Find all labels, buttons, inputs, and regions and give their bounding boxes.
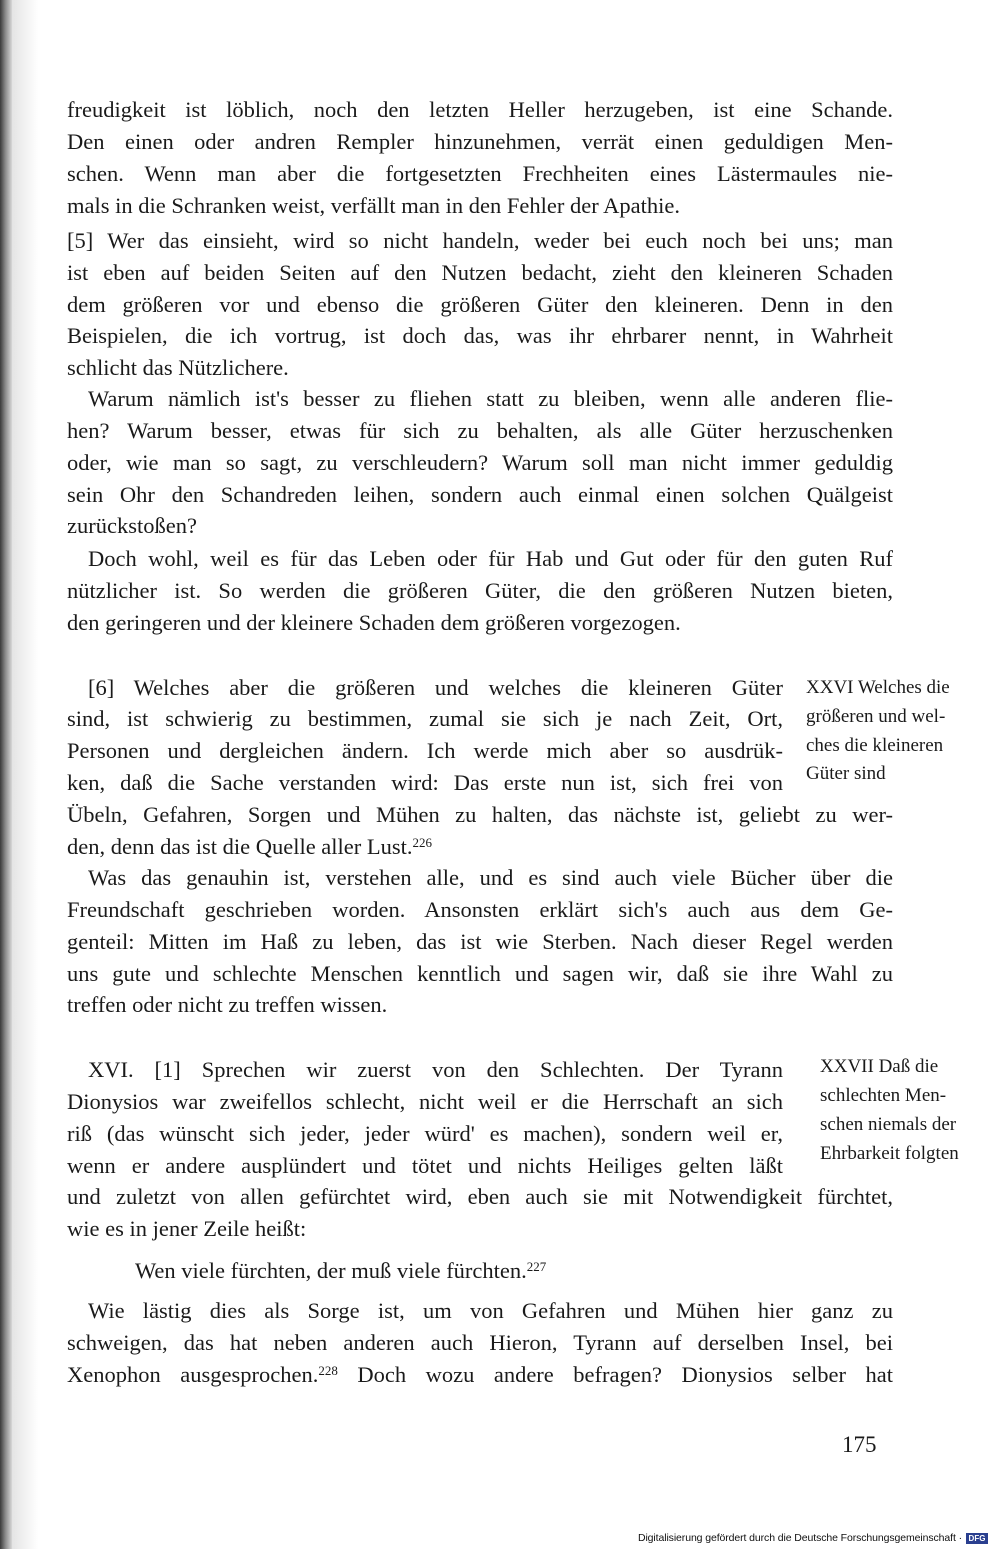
book-spine-shadow bbox=[0, 0, 12, 1549]
text-line: uns gute und schlechte Menschen kenntlich und sagen wir, daß sie ihre Wahl zu bbox=[67, 961, 893, 986]
text-line: XVI. [1] Sprechen wir zuerst von den Schlechten. Der Tyrann bbox=[88, 1057, 783, 1082]
text-line: Beispielen, die ich vortrug, ist doch das, was ihr ehrbarer nennt, in Wahrheit bbox=[67, 323, 893, 348]
margin-note-line: schlechten Men- bbox=[820, 1085, 947, 1106]
footnote-ref: 228 bbox=[318, 1363, 338, 1378]
margin-note-line: XXVII Daß die bbox=[820, 1056, 939, 1077]
dfg-logo: DFG bbox=[966, 1533, 988, 1544]
margin-note-line: Ehrbarkeit folgten bbox=[820, 1143, 959, 1164]
text-line: [6] Welches aber die größeren und welches die kleineren Güter bbox=[88, 675, 783, 700]
text-line: oder, wie man so sagt, zu verschleudern? Warum soll man nicht immer geduldig bbox=[67, 450, 893, 475]
text-line: riß (das wünscht sich jeder, jeder würd' es machen), sondern weil er, bbox=[67, 1121, 783, 1146]
text-line: wie es in jener Zeile heißt: bbox=[67, 1216, 307, 1241]
text-line: Übeln, Gefahren, Sorgen und Mühen zu halten, das nächste ist, geliebt zu wer- bbox=[67, 802, 893, 827]
text-line: ist eben auf beiden Seiten auf den Nutzen bedacht, zieht den kleineren Schaden bbox=[67, 260, 893, 285]
text-line: sein Ohr den Schandreden leihen, sondern auch einmal einen solchen Quälgeist bbox=[67, 482, 893, 507]
margin-note-line: Güter sind bbox=[806, 763, 886, 784]
margin-note-line: größeren und wel- bbox=[806, 706, 946, 727]
text-line-body: den, denn das ist die Quelle aller Lust. bbox=[67, 834, 413, 859]
text-line: treffen oder nicht zu treffen wissen. bbox=[67, 992, 388, 1017]
text-line: Warum nämlich ist's besser zu fliehen statt zu bleiben, wenn alle anderen flie- bbox=[88, 386, 893, 411]
text-line: schweigen, das hat neben anderen auch Hieron, Tyrann auf derselben Insel, bei bbox=[67, 1330, 893, 1355]
text-line bbox=[67, 831, 893, 862]
text-line: mals in die Schranken weist, verfällt man in den Fehler der Apathie. bbox=[67, 193, 680, 218]
text-line: wenn er andere ausplündert und tötet und nichts Heiliges gelten läßt bbox=[67, 1153, 783, 1178]
text-line: Was das genauhin ist, verstehen alle, und es sind auch viele Bücher über die bbox=[88, 865, 893, 890]
text-line: sind, ist schwierig zu bestimmen, zumal sie sich je nach Zeit, Ort, bbox=[67, 706, 783, 731]
text-line: Wie lästig dies als Sorge ist, um von Gefahren und Mühen hier ganz zu bbox=[88, 1298, 893, 1323]
text-line: schlicht das Nützlichere. bbox=[67, 355, 289, 380]
text-line: genteil: Mitten im Haß zu leben, das ist wie Sterben. Nach dieser Regel werden bbox=[67, 929, 893, 954]
margin-note-line: ches die kleineren bbox=[806, 735, 944, 756]
text-line: den geringeren und der kleinere Schaden dem größeren vorgezogen. bbox=[67, 610, 681, 635]
text-line: dem größeren vor und ebenso die größeren Güter den kleineren. Denn in den bbox=[67, 292, 893, 317]
page-number: 175 bbox=[842, 1432, 877, 1457]
digitization-footer: Digitalisierung gefördert durch die Deutsche Forschungsgemeinschaft · bbox=[637, 1532, 962, 1544]
margin-note-line: XXVI Welches die bbox=[806, 677, 950, 698]
text-line: freudigkeit ist löblich, noch den letzten Heller herzugeben, ist eine Schande. bbox=[67, 97, 893, 122]
text-line: schen. Wenn man aber die fortgesetzten Frechheiten eines Lästermaules nie- bbox=[67, 161, 893, 186]
text-line: Den einen oder andren Rempler hinzunehmen, verrät einen geduldigen Men- bbox=[67, 129, 893, 154]
text-line: Freundschaft geschrieben worden. Ansonsten erklärt sich's auch aus dem Ge- bbox=[67, 897, 893, 922]
text-line: zurückstoßen? bbox=[67, 513, 197, 538]
verse-quote bbox=[135, 1255, 546, 1286]
text-line-body: Doch wozu andere befragen? Dionysios selber hat bbox=[337, 1362, 893, 1387]
footnote-ref: 226 bbox=[412, 835, 433, 850]
text-line: hen? Warum besser, etwas für sich zu behalten, als alle Güter herzuschenken bbox=[67, 418, 893, 443]
text-line: [5] Wer das einsieht, wird so nicht handeln, weder bei euch noch bei uns; man bbox=[67, 228, 893, 253]
text-line: Dionysios war zweifellos schlecht, nicht weil er die Herrschaft an sich bbox=[67, 1089, 783, 1114]
text-line: Personen und dergleichen ändern. Ich werde mich aber so ausdrük- bbox=[67, 738, 783, 763]
text-line bbox=[67, 1359, 893, 1390]
text-line: Doch wohl, weil es für das Leben oder für Hab und Gut oder für den guten Ruf bbox=[88, 546, 893, 571]
text-line: und zuletzt von allen gefürchtet wird, eben auch sie mit Notwendigkeit fürchtet, bbox=[67, 1184, 893, 1209]
footnote-ref: 227 bbox=[526, 1259, 547, 1274]
margin-note-line: schen niemals der bbox=[820, 1114, 957, 1135]
text-line: ken, daß die Sache verstanden wird: Das erste nun ist, sich frei von bbox=[67, 770, 783, 795]
text-line-body: Xenophon ausgesprochen. bbox=[67, 1362, 319, 1387]
verse-text: Wen viele fürchten, der muß viele fürchten. bbox=[135, 1258, 527, 1283]
page-gutter-shade bbox=[12, 0, 38, 1549]
text-line: nützlicher ist. So werden die größeren Güter, die den größeren Nutzen bieten, bbox=[67, 578, 893, 603]
